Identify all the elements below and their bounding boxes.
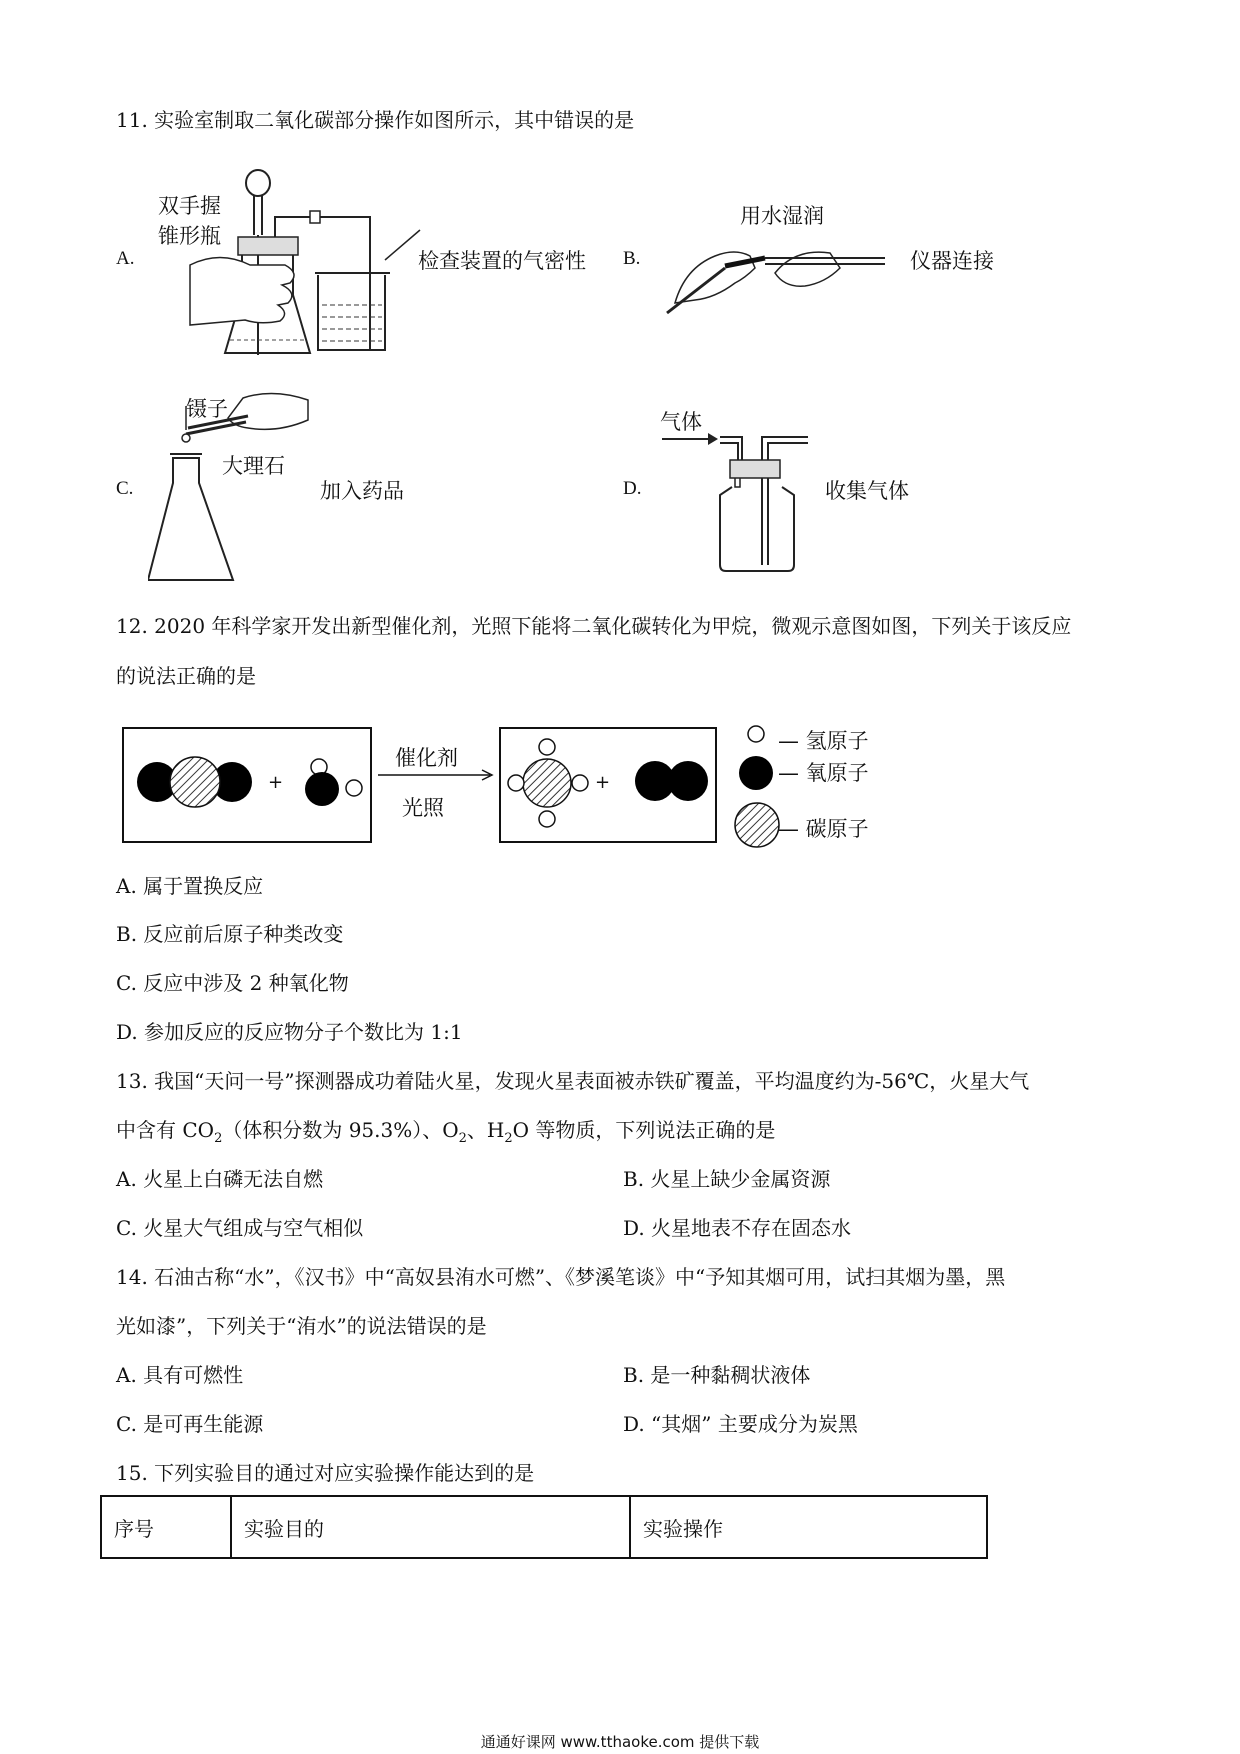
q14-stem-line-2: 光如漆”，下列关于“洧水”的说法错误的是 — [116, 1314, 487, 1338]
table-header-row — [101, 1496, 987, 1558]
table-header-operation: 实验操作 — [630, 1496, 987, 1558]
q13-option-c: C. 火星大气组成与空气相似 — [116, 1216, 364, 1240]
q12-plus-left: + — [268, 772, 284, 793]
q12-stem-line-2: 的说法正确的是 — [116, 664, 256, 688]
gas-collection-figure — [660, 415, 820, 575]
q14-option-c: C. 是可再生能源 — [116, 1412, 264, 1436]
q13-stem-part-d: O 等物质，下列说法正确的是 — [512, 1118, 776, 1142]
q14-stem-line-1: 14. 石油古称“水”，《汉书》中“高奴县洧水可燃”、《梦溪笔谈》中“予知其烟可用，试扫其烟为墨，黑 — [116, 1265, 1006, 1289]
q13-stem-line-1: 13. 我国“天问一号”探测器成功着陆火星，发现火星表面被赤铁矿覆盖，平均温度约为-56℃，火星大气 — [116, 1069, 1030, 1093]
q12-legend-carbon: — 碳原子 — [778, 817, 869, 841]
q11-c-label-tweezers: 镊子 — [186, 397, 228, 421]
q15-table — [100, 1495, 988, 1559]
q13-option-d: D. 火星地表不存在固态水 — [623, 1216, 852, 1240]
q13-stem-part-b: （体积分数为 95.3%）、O — [222, 1118, 459, 1142]
q13-option-b: B. 火星上缺少金属资源 — [623, 1167, 831, 1191]
q11-a-caption: 检查装置的气密性 — [418, 249, 586, 273]
q11-d-label-gas: 气体 — [660, 410, 702, 434]
q13-option-a: A. 火星上白磷无法自燃 — [116, 1167, 324, 1191]
q14-option-d: D. “其烟” 主要成分为炭黑 — [623, 1412, 858, 1436]
q12-option-a: A. 属于置换反应 — [116, 874, 264, 898]
q11-stem: 11. 实验室制取二氧化碳部分操作如图所示，其中错误的是 — [116, 108, 635, 132]
q15-stem: 15. 下列实验目的通过对应实验操作能达到的是 — [116, 1461, 535, 1485]
q12-option-d: D. 参加反应的反应物分子个数比为 1:1 — [116, 1020, 463, 1044]
q11-option-b-letter: B. — [623, 248, 641, 269]
q11-b-label-top: 用水湿润 — [740, 204, 824, 228]
q14-option-a: A. 具有可燃性 — [116, 1363, 244, 1387]
q13-sub-co2: 2 — [214, 1131, 223, 1146]
q11-option-d-letter: D. — [623, 478, 642, 499]
q12-legend-oxygen: — 氧原子 — [778, 761, 869, 785]
q14-option-b: B. 是一种黏稠状液体 — [623, 1363, 811, 1387]
q12-option-b: B. 反应前后原子种类改变 — [116, 922, 344, 946]
q12-catalyst-label: 催化剂 — [395, 746, 458, 770]
q11-c-caption: 加入药品 — [320, 479, 404, 503]
q12-stem-line-1: 12. 2020 年科学家开发出新型催化剂，光照下能将二氧化碳转化为甲烷，微观示意图如图，下列关于该反应 — [116, 614, 1072, 638]
table-header-index: 序号 — [101, 1496, 231, 1558]
q11-d-caption: 收集气体 — [825, 479, 909, 503]
q12-option-c: C. 反应中涉及 2 种氧化物 — [116, 971, 349, 995]
q11-b-caption: 仪器连接 — [910, 249, 994, 273]
q12-plus-right: + — [595, 772, 611, 793]
q11-a-label-hand-1: 双手握 — [158, 194, 221, 218]
q13-sub-o2: 2 — [458, 1131, 467, 1146]
instrument-connection-figure — [665, 228, 905, 318]
q11-option-c-letter: C. — [116, 478, 134, 499]
q11-c-label-marble: 大理石 — [222, 454, 285, 478]
page-footer: 通通好课网 www.tthaoke.com 提供下载 — [480, 1733, 760, 1751]
q11-a-label-hand-2: 锥形瓶 — [158, 224, 221, 248]
q12-light-label: 光照 — [402, 796, 444, 820]
q13-stem-part-a: 中含有 CO — [116, 1118, 215, 1142]
q13-stem-line-2 — [116, 1118, 775, 1151]
add-reagent-figure — [148, 388, 318, 593]
q13-sub-h2o: 2 — [504, 1131, 513, 1146]
table-header-purpose: 实验目的 — [231, 1496, 630, 1558]
q12-legend-hydrogen: — 氢原子 — [778, 729, 869, 753]
q11-option-a-letter: A. — [116, 248, 135, 269]
q13-stem-part-c: 、H — [466, 1118, 505, 1142]
